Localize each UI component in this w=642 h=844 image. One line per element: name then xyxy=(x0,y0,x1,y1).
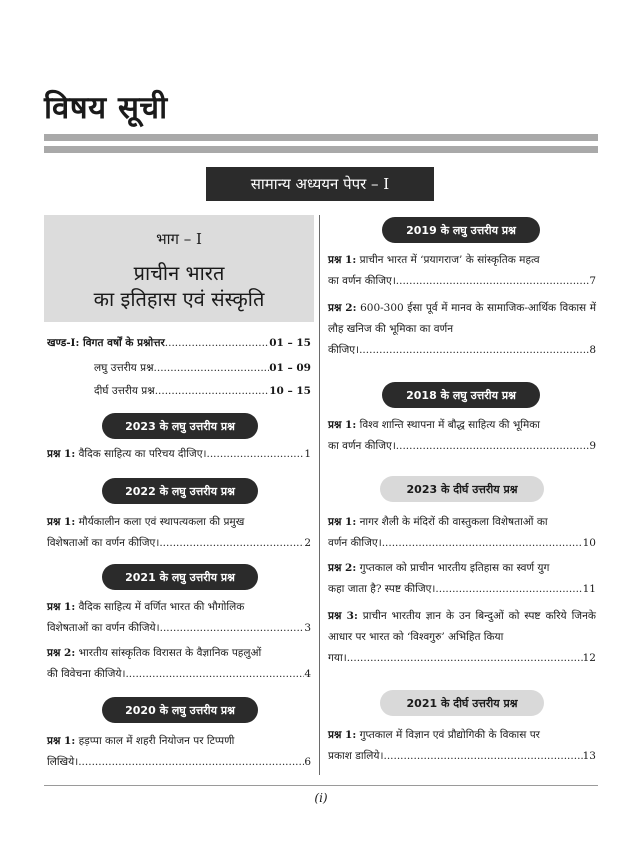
question-label: प्रश्न 3: xyxy=(328,610,358,622)
question-label: प्रश्न 2: xyxy=(328,562,357,574)
question-text-end: का वर्णन कीजिए। xyxy=(328,275,396,287)
question-text-end: गया। xyxy=(328,652,347,664)
toc-leader xyxy=(207,444,305,465)
toc-leader xyxy=(160,618,305,639)
question-text-end: कहा जाता है? स्पष्ट कीजिए। xyxy=(328,583,436,595)
column-divider xyxy=(319,215,320,775)
toc-label: लघु उत्तरीय प्रश्न xyxy=(94,362,154,374)
question-text-end: की विवेचना कीजिये। xyxy=(47,668,126,680)
part-label: भाग – I xyxy=(156,230,202,248)
toc-leader xyxy=(159,533,304,554)
toc-leader xyxy=(359,340,589,361)
page-title: विषय सूची xyxy=(44,90,168,126)
toc-leader xyxy=(347,648,583,669)
toc-row-section[interactable] xyxy=(47,336,311,350)
question-text: 600-300 ईसा पूर्व में मानव के सामाजिक-आर्थिक विकास में लौह खनिज की भूमिका का वर्णन xyxy=(328,302,596,335)
question-label: प्रश्न 1: xyxy=(328,419,357,431)
toc-pages: 10 – 15 xyxy=(269,385,311,397)
question-text: भारतीय सांस्कृतिक विरासत के वैज्ञानिक पहलुओं xyxy=(78,647,262,659)
question-text-end: का वर्णन कीजिए। xyxy=(328,440,396,452)
question-text: विश्व शान्ति स्थापना में बौद्ध साहित्य की भूमिका xyxy=(359,419,541,431)
question-item[interactable] xyxy=(328,725,596,767)
section-heading-left-2021: 2021 के लघु उत्तरीय प्रश्न xyxy=(102,564,258,590)
question-text: नागर शैली के मंदिरों की वास्तुकला विशेषताओं का xyxy=(359,516,548,528)
question-label: प्रश्न 1: xyxy=(47,735,76,747)
question-page: 2 xyxy=(304,537,311,549)
question-page: 1 xyxy=(304,448,311,460)
toc-row-long[interactable] xyxy=(94,384,311,398)
question-text-end: प्रकाश डालिये। xyxy=(328,750,384,762)
question-item[interactable] xyxy=(328,606,596,669)
question-page: 6 xyxy=(304,756,311,768)
question-text: वैदिक साहित्य में वर्णित भारत की भौगोलिक xyxy=(78,601,245,613)
question-page: 11 xyxy=(582,583,596,595)
toc-label: दीर्घ उत्तरीय प्रश्न xyxy=(94,385,155,397)
question-item[interactable] xyxy=(328,298,596,361)
toc-leader xyxy=(396,436,590,457)
toc-leader xyxy=(154,362,270,374)
question-text: वैदिक साहित्य का परिचय दीजिए। xyxy=(78,448,207,460)
toc-leader xyxy=(396,271,590,292)
question-label: प्रश्न 1: xyxy=(47,516,76,528)
question-item[interactable] xyxy=(47,444,311,465)
question-text: हड़प्पा काल में शहरी नियोजन पर टिप्पणी xyxy=(78,735,235,747)
question-item[interactable] xyxy=(328,250,596,292)
question-item[interactable] xyxy=(328,512,596,554)
question-page: 7 xyxy=(589,275,596,287)
question-item[interactable] xyxy=(47,512,311,554)
question-label: प्रश्न 1: xyxy=(47,448,76,460)
question-page: 13 xyxy=(582,750,596,762)
toc-pages: 01 – 15 xyxy=(269,337,311,349)
part-box xyxy=(44,215,314,322)
question-page: 12 xyxy=(582,652,596,664)
toc-leader xyxy=(125,664,304,685)
toc-leader xyxy=(155,385,270,397)
question-text: गुप्तकाल में विज्ञान एवं प्रौद्योगिकी के विकास पर xyxy=(359,729,540,741)
toc-leader xyxy=(382,533,583,554)
question-text-end: विशेषताओं का वर्णन कीजिए। xyxy=(47,537,160,549)
section-heading-right-2021-long: 2021 के दीर्घ उत्तरीय प्रश्न xyxy=(380,690,544,716)
question-label: प्रश्न 1: xyxy=(47,601,76,613)
question-item[interactable] xyxy=(328,558,596,600)
part-title-line1: प्राचीन भारत xyxy=(133,261,225,285)
page-number: (i) xyxy=(314,791,328,805)
toc-leader xyxy=(165,337,269,349)
section-heading-left-2023: 2023 के लघु उत्तरीय प्रश्न xyxy=(102,413,258,439)
question-text: मौर्यकालीन कला एवं स्थापत्यकला की प्रमुख xyxy=(78,516,245,528)
section-heading-right-2023-long: 2023 के दीर्घ उत्तरीय प्रश्न xyxy=(380,476,544,502)
question-text: गुप्तकाल को प्राचीन भारतीय इतिहास का स्वर्ण युग xyxy=(359,562,550,574)
question-page: 10 xyxy=(582,537,596,549)
question-label: प्रश्न 1: xyxy=(328,254,357,266)
toc-pages: 01 – 09 xyxy=(269,362,311,374)
section-heading-right-2019: 2019 के लघु उत्तरीय प्रश्न xyxy=(382,217,540,243)
question-text-end: कीजिए। xyxy=(328,344,360,356)
question-item[interactable] xyxy=(47,731,311,773)
part-title xyxy=(44,260,314,312)
toc-label: खण्ड-I: विगत वर्षों के प्रश्नोत्तर xyxy=(47,337,165,349)
question-page: 3 xyxy=(304,622,311,634)
footer-rule xyxy=(44,785,598,786)
part-title-line2: का इतिहास एवं संस्कृति xyxy=(93,287,265,311)
section-heading-left-2022: 2022 के लघु उत्तरीय प्रश्न xyxy=(102,478,258,504)
title-rule-bottom xyxy=(44,146,598,153)
toc-leader xyxy=(435,579,582,600)
question-label: प्रश्न 2: xyxy=(328,302,357,314)
question-item[interactable] xyxy=(328,415,596,457)
question-item[interactable] xyxy=(47,597,311,639)
title-rule-top xyxy=(44,134,598,141)
question-text: प्राचीन भारतीय ज्ञान के उन बिन्दुओं को स्पष्ट करिये जिनके आधार पर भारत को ‘विश्वगुरु’ अभिहित किया xyxy=(328,610,596,643)
toc-row-short[interactable] xyxy=(94,361,311,375)
toc-leader xyxy=(383,746,582,767)
question-page: 4 xyxy=(304,668,311,680)
question-label: प्रश्न 1: xyxy=(328,516,357,528)
question-page: 9 xyxy=(589,440,596,452)
question-text-end: विशेषताओं का वर्णन कीजिये। xyxy=(47,622,160,634)
question-text-end: वर्णन कीजिए। xyxy=(328,537,382,549)
question-label: प्रश्न 1: xyxy=(328,729,357,741)
question-text: प्राचीन भारत में ‘प्रयागराज’ के सांस्कृतिक महत्व xyxy=(359,254,540,266)
question-label: प्रश्न 2: xyxy=(47,647,76,659)
section-heading-right-2018: 2018 के लघु उत्तरीय प्रश्न xyxy=(382,382,540,408)
question-item[interactable] xyxy=(47,643,311,685)
question-page: 8 xyxy=(589,344,596,356)
section-heading-left-2020: 2020 के लघु उत्तरीय प्रश्न xyxy=(102,697,258,723)
toc-leader xyxy=(78,752,304,773)
question-text-end: लिखिये। xyxy=(47,756,79,768)
paper-banner: सामान्य अध्ययन पेपर – I xyxy=(206,167,434,201)
